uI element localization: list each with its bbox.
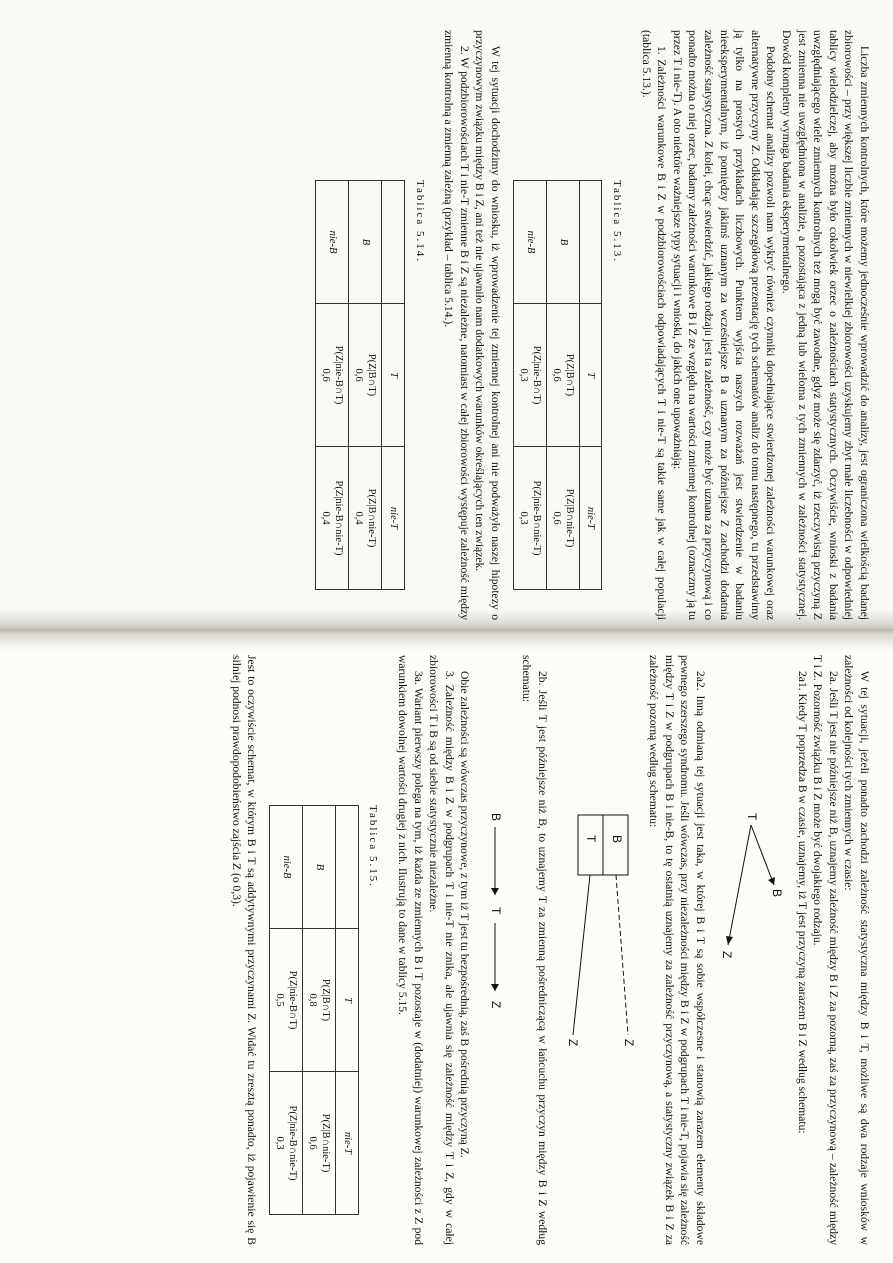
table-5-15 [269,805,359,1215]
table-cell: P(Z|nie-B∩nie-T) 0,3 [513,447,546,590]
paragraph: Obie zależności są wówczas przyczynowe, z tym iż T jest tu bezpośrednią, zaś B pośrednią przyczyną Z. [458,671,472,1158]
table-cell: P(Z|nie-B∩T) 0,5 [270,929,303,1072]
table-corner [382,181,405,304]
paragraph: 2b. Jeśli T jest późniejsze niż B, to uznajemy T za zmienną pośredniczącą w łańcuchu przyczyn między B i Z według schematu: [520,655,549,1245]
paragraph: Podobny schemat analizy pozwoli nam wykryć również czynniki dopełniające stwierdzonej zależności warunkowej oraz alternatywne przyczyny Z. Odkładając szczegółową prezentację tych schematów analiz do tomu następnego, tu przedstawimy ją tylko na prostych przykładach liczbowych. Punktem wyjścia naszych rozważań jest stwierdzenie w badaniu nieeksperymentalnym, iż pomiędzy jakimś uznanym za wcześniejsze B a uznanym za późniejsze Z zachodzi dodatnia zależność statystyczna. Z kolei, chcąc stwierdzić, jakiego rodzaju jest ta zależność, czy może być uznana za przyczynową i co ponadto można o niej orzec, badamy zależności warunkowe B i Z ze względu na wartości zmiennej kontrolnej (oznaczmy ją tu przez T i nie-T). A oto niektóre ważniejsze typy sytuacji i wnioski, do jakich one upoważniają: [670,30,778,620]
table-corner [579,181,602,304]
row-header: nie-B [316,181,349,304]
schema-node: Z [489,1001,504,1009]
table-cell: P(Z|B∩nie-T) 0,6 [303,1072,336,1215]
paragraph: 2. W podzbiorowościach T i nie-T zmienne B i Z są niezależne, natomiast w całej zbiorowości występuje zależność między zmienną kontrolną a zmienną zależną (przykład – tablica 5.14.). [442,30,471,620]
paragraph: Jest to oczywiście schemat, w którym B i T są addytywnymi przyczynami Z. Widać tu zresztą ponadto, iż pojawienie się B silniej podnosi prawdopodobieństwo zajścia Z (o 0,3). [229,655,259,1245]
paragraph: 2a2. Inną odmianą tej sytuacji jest taka, w której B i T są sobie współczesne i stanowią zarazem elementy składowe pewnego szerszego syndromu. Jeśli wówczas, przy niezależności między B i Z w podgrupach T i nie-T, pojawia się zależność między T i Z w podgrupach B i nie-B, to tę ostatnią uznajemy za zależność przyczynową, a statystyczny związek B i Z za zależność pozorną według schematu: [647,655,708,1245]
table-5-14 [315,180,405,590]
col-header: T [382,304,405,447]
paragraph: W tej sytuacji dochodzimy do wniosku, iż wprowadzenie tej zmiennej kontrolnej ani nie podważyło naszej hipotezy o przyczynowym związku między B i Z, ani też nie ujawniło nam dodatkowych warunków określających ten związek. [473,30,502,620]
paragraph: Liczba zmiennych kontrolnych, które możemy jednocześnie wprowadzić do analizy, jest ograniczona wielkością badanej zbiorowości – przy większej liczbie zmiennych w niewielkiej zbiorowości uzyskujemy zbyt małe liczebności w odpowiedniej tablicy wielodzielczej, aby można było cokolwiek orzec o zależnościach statystycznych. Oczywiście, wnioski z badania uwzględniającego wiele zmiennych kontrolnych też mogą być zawodne, gdyż może się zdarzyć, iż rzeczywistą przyczyną Z jest zmienna nie uwzględniona w analizie, a pozostająca z jedną lub wieloma z tych zmiennych w zależności statystycznej. Dowód kompletny wymaga badania eksperymentalnego. [780,30,871,620]
row-header: nie-B [513,181,546,304]
paragraph: 1. Zależności warunkowe B i Z w podzbiorowościach odpowiadających T i nie-T są takie same jak w całej populacji (tablica 5.13.). [639,30,669,620]
schema-node: B [770,889,785,898]
table-cell: P(Z|nie-B∩T) 0,6 [316,304,349,447]
table-cell: P(Z|nie-B∩nie-T) 0,4 [316,447,349,590]
left-page-text [12,30,872,620]
table-cell: P(Z|B∩nie-T) 0,6 [546,447,579,590]
schema-node: B [489,813,504,822]
col-header: nie-T [579,447,602,590]
schema-arrows [558,805,638,1105]
paragraph: 2a. Jeśli T jest nie późniejsze niż B, uznajemy zależność między B i Z za pozorną, zaś za przyczynową – zależność między T i Z. Pozorność związku B i Z może być dwojakiego rodzaju. [811,655,840,1245]
table-cell: P(Z|B∩T) 0,6 [546,304,579,447]
row-header: B [303,806,336,929]
paragraph: 3. Zależność między B i Z w podgrupach T i nie-T nie znika, ale ujawnia się zależność między T i Z, gdy w całej zbiorowości T i B są od siebie statystycznie niezależne. [427,655,456,1245]
table-cell: P(Z|B∩nie-T) 0,4 [349,447,382,590]
table-corner [336,806,359,929]
schema-node: Z [565,1039,580,1047]
schema-chain [480,655,510,1245]
row-header: B [546,181,579,304]
schema-node: T [489,907,504,915]
table-cell: P(Z|B∩T) 0,6 [349,304,382,447]
col-header: nie-T [336,1072,359,1215]
col-header: T [579,304,602,447]
row-header: B [349,181,382,304]
col-header: nie-T [382,447,405,590]
schema-arrows [480,805,510,1105]
table-5-13 [513,180,603,590]
row-header: nie-B [270,806,303,929]
paragraph: 2a1. Kiedy T poprzedza B w czasie, uznajemy, iż T jest przyczyną zarazem B i Z według schematu: [795,671,809,1134]
schema-node: Z [720,951,735,959]
table-caption: Tablica 5.15. [367,805,380,888]
table-cell: P(Z|B∩T) 0,8 [303,929,336,1072]
schema-node: T [745,813,760,821]
schema-node: B [609,835,624,844]
right-page-text [12,655,872,1245]
table-caption: Tablica 5.14. [413,180,426,263]
schema-syndrome [558,655,638,1245]
table-cell: P(Z|nie-B∩nie-T) 0,3 [270,1072,303,1215]
table-caption: Tablica 5.13. [611,180,624,263]
paragraph: 3a. Wariant pierwszy polega na tym, iż każda ze zmiennych B i T pozostaje w (dodatniej) warunkowej zależności z Z pod warunkiem dowolnej wartości drugiej z nich. Ilustrują to dane w tablicy 5.15. [396,655,425,1245]
schema-node: T [583,835,598,843]
schema-node: Z [621,1039,636,1047]
col-header: T [336,929,359,1072]
paragraph: W tej sytuacji, jeżeli ponadto zachodzi zależność statystyczna między B i T, możliwe są dwa rodzaje wniosków w zależności od kolejności tych zmiennych w czasie: [842,655,871,1245]
schema-t-causes-b-and-z [716,655,786,1245]
table-cell: P(Z|nie-B∩T) 0,3 [513,304,546,447]
